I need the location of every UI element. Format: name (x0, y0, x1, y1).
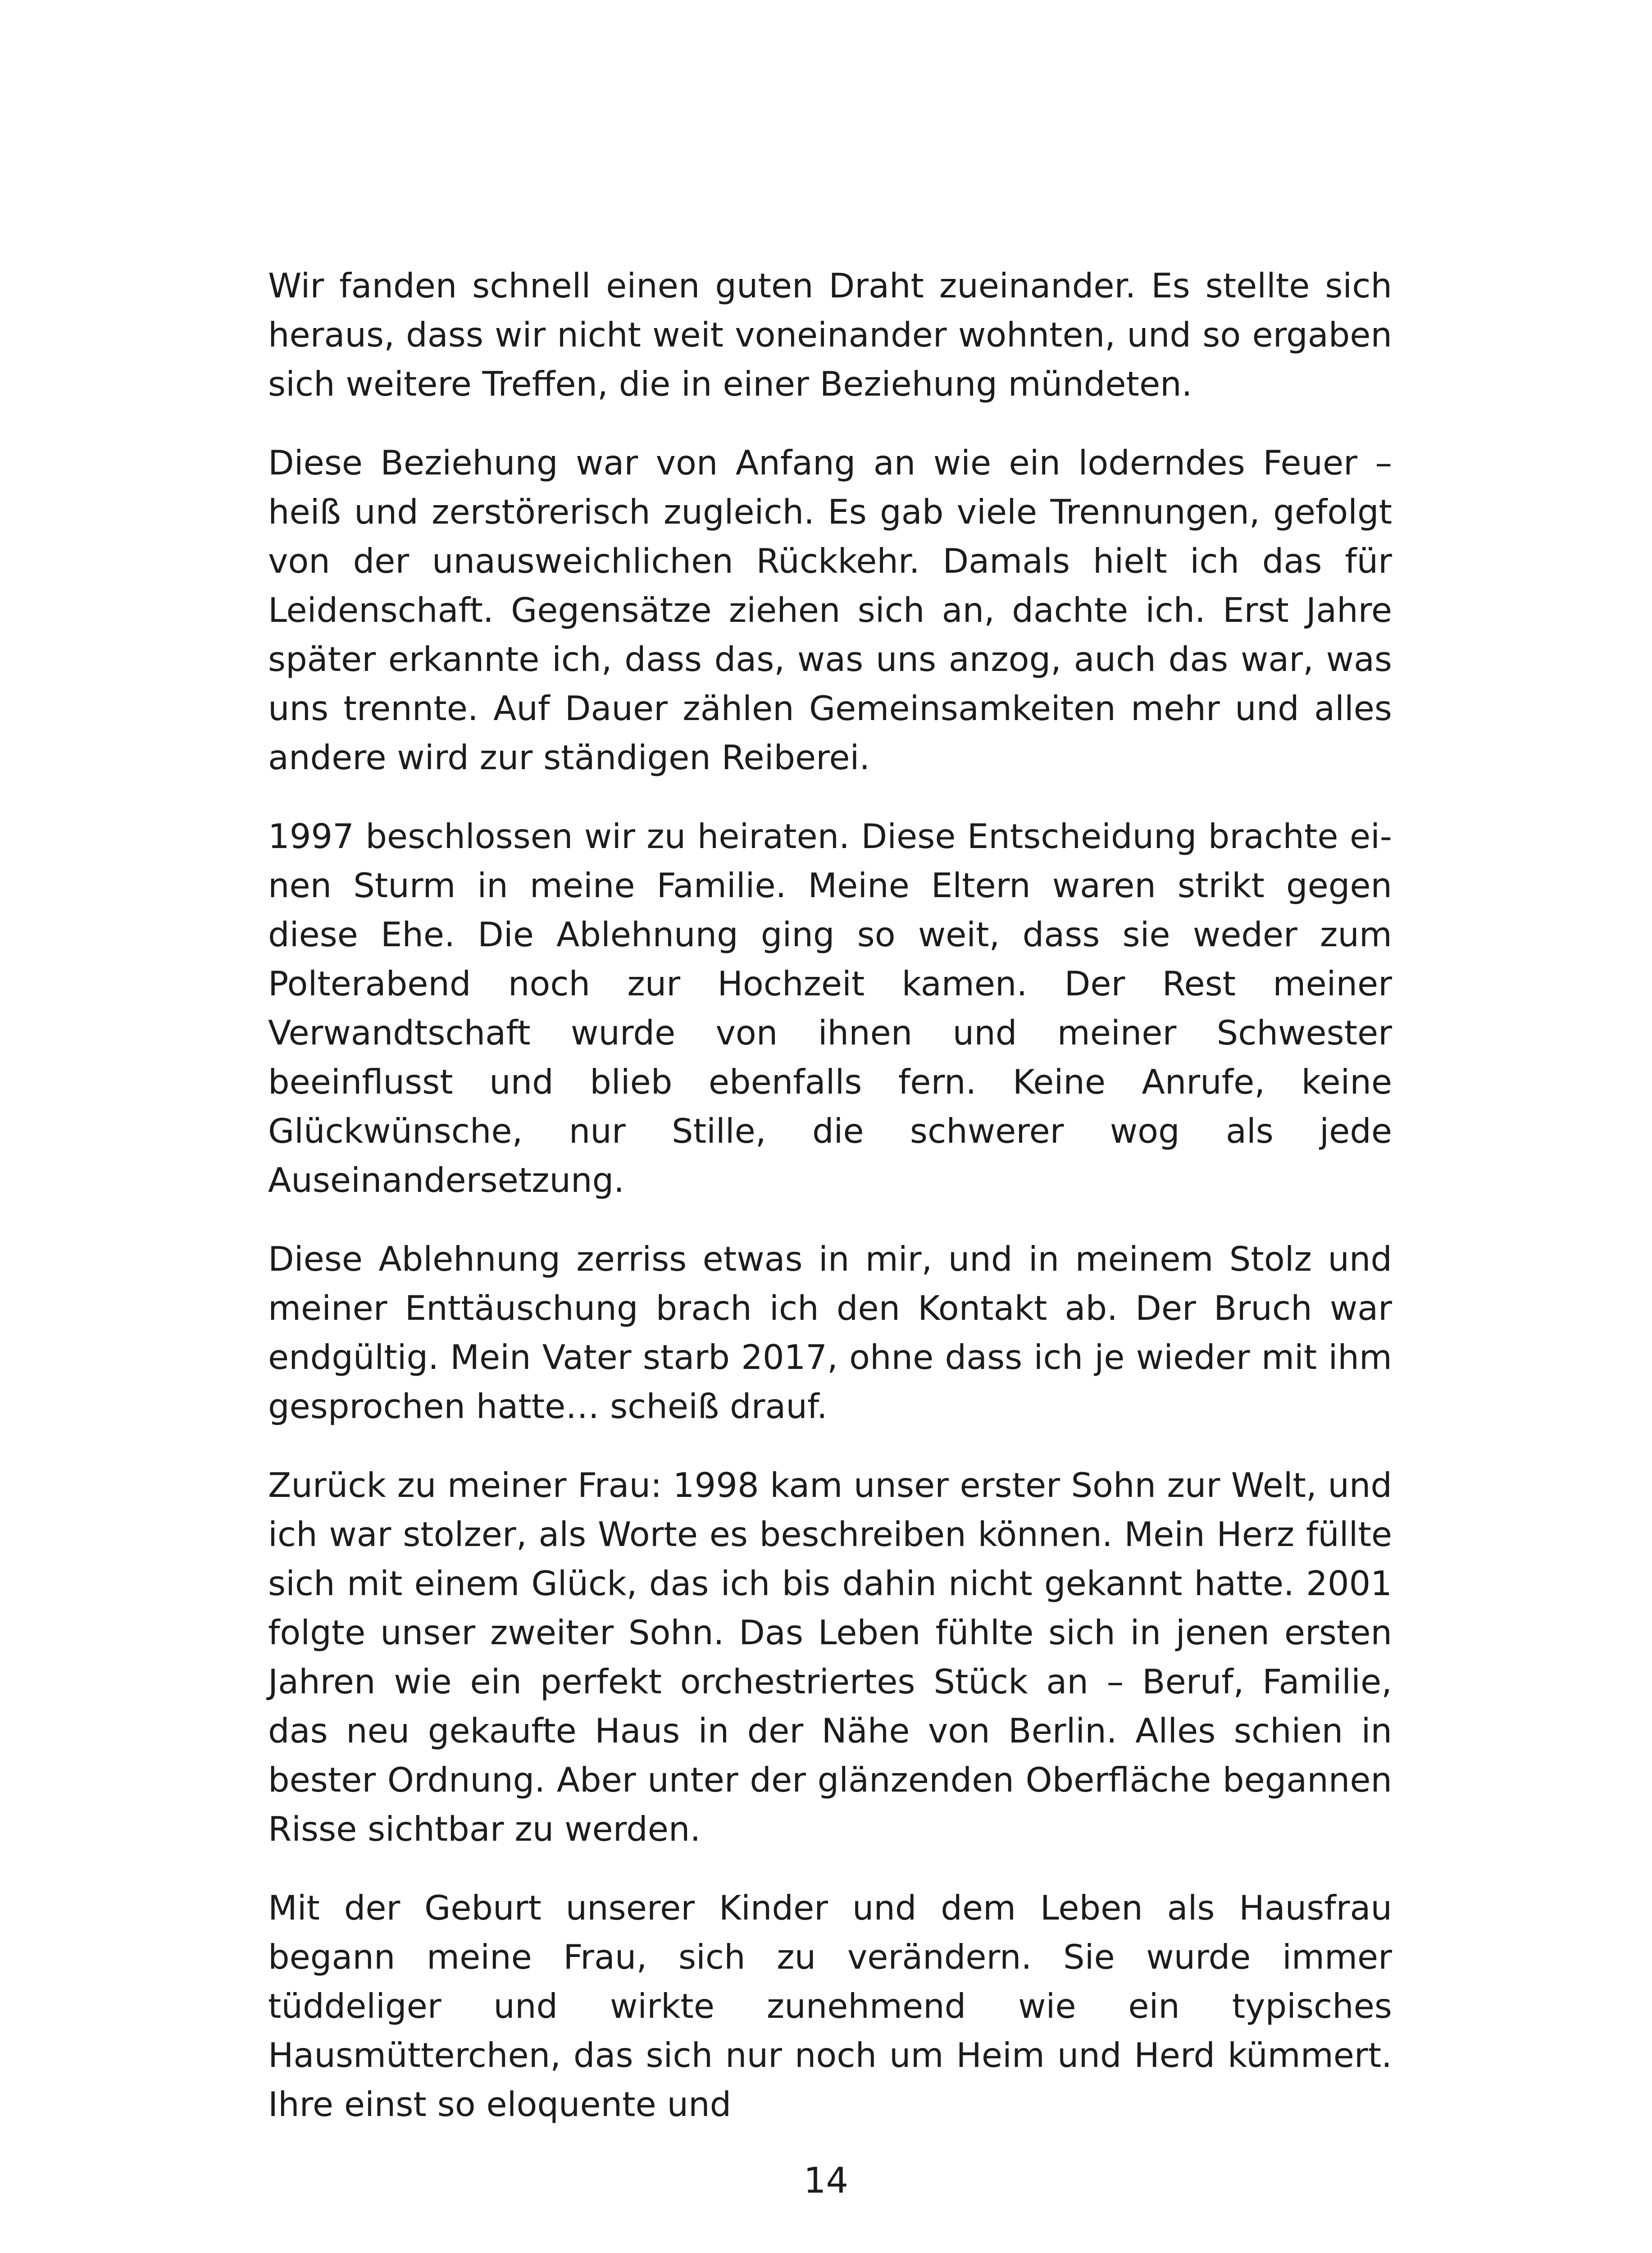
body-text (268, 261, 1392, 2159)
paragraph-3: 1997 beschlossen wir zu heiraten. Diese Entscheidung brachte einen Sturm in meine Familie. Meine Eltern waren strikt gegen diese Ehe. Die Ablehnung ging so weit, dass sie weder zum Polterabend noch zur Hochzeit kamen. Der Rest meiner Verwandtschaft wurde von ihnen und meiner Schwester beeinflusst und blieb ebenfalls fern. Keine Anrufe, keine Glückwünsche, nur Stille, die schwerer wog als jede Auseinandersetzung. (268, 816, 1392, 1200)
paragraph-2: Diese Beziehung war von Anfang an wie ein loderndes Feuer – heiß und zerstörerisch zugleich. Es gab viele Trennungen, gefolgt von der unausweichlichen Rückkehr. Damals hielt ich das für Leidenschaft. Gegensätze ziehen sich an, dachte ich. Erst Jahre später erkannte ich, dass das, was uns anzog, auch das war, was uns trennte. Auf Dauer zählen Gemeinsamkeiten mehr und alles andere wird zur ständigen Reiberei. (268, 443, 1392, 777)
paragraph-5: Zurück zu meiner Frau: 1998 kam unser erster Sohn zur Welt, und ich war stolzer, als Worte es beschreiben können. Mein Herz füllte sich mit einem Glück, das ich bis dahin nicht gekannt hatte. 2001 folgte unser zweiter Sohn. Das Leben fühlte sich in jenen ersten Jahren wie ein perfekt orchestriertes Stück an – Beruf, Familie, das neu gekaufte Haus in der Nähe von Berlin. Alles schien in bester Ordnung. Aber unter der glänzenden Oberfläche begannen Risse sichtbar zu werden. (268, 1465, 1392, 1849)
paragraph-6: Mit der Geburt unserer Kinder und dem Leben als Hausfrau begann meine Frau, sich zu verändern. Sie wurde immer tüddeliger und wirkte zunehmend wie ein typisches Hausmütterchen, das sich nur noch um Heim und Herd kümmert. Ihre einst so eloquente und (268, 1888, 1392, 2124)
page-number: 14 (803, 2161, 849, 2201)
paragraph-4: Diese Ablehnung zerriss etwas in mir, und in meinem Stolz und meiner Enttäuschung brach ich den Kontakt ab. Der Bruch war endgültig. Mein Vater starb 2017, ohne dass ich je wieder mit ihm gesprochen hatte… scheiß drauf. (268, 1239, 1392, 1426)
paragraph-1: Wir fanden schnell einen guten Draht zueinander. Es stellte sich heraus, dass wir nicht weit voneinander wohnten, und so ergaben sich weitere Treffen, die in einer Beziehung mündeten. (268, 266, 1392, 404)
